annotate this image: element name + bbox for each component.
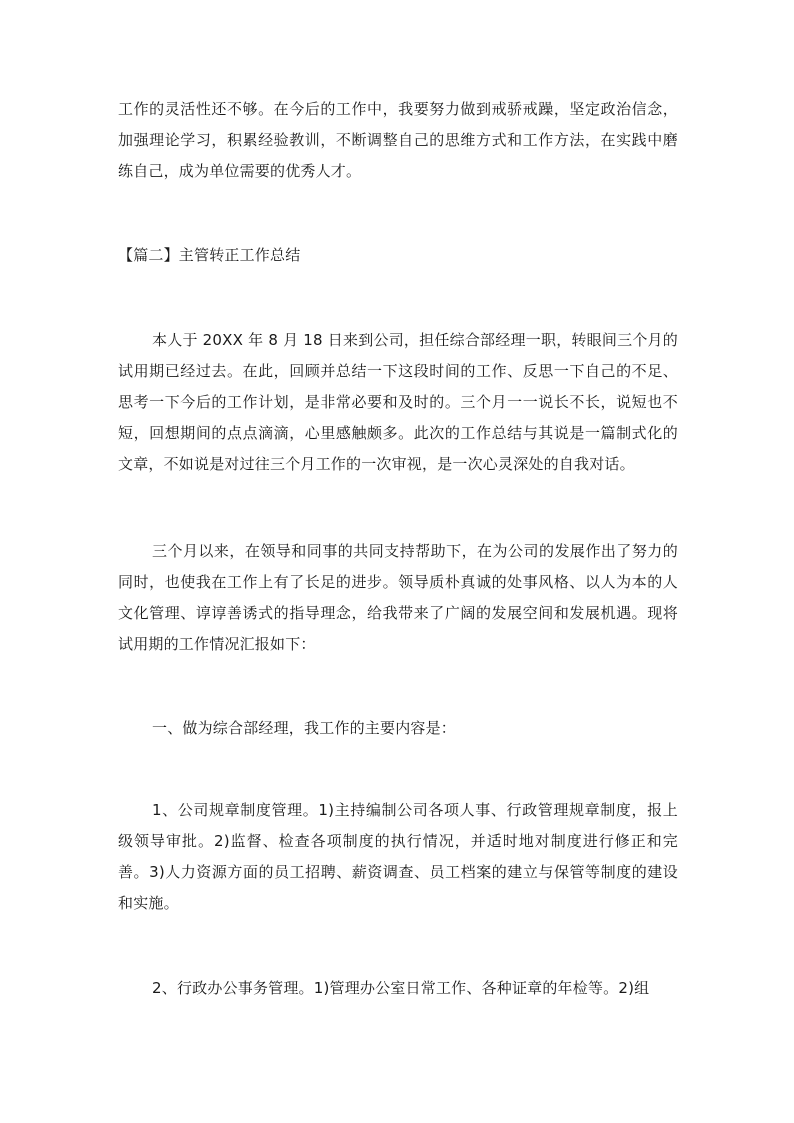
paragraph-intro: 本人于 20XX 年 8 月 18 日来到公司，担任综合部经理一职，转眼间三个月的试用期已经过去。在此，回顾并总结一下这段时间的工作、反思一下自己的不足、思考一下今后的工作计划，是非常必要和及时的。三个月一一说长不长，说短也不短，回想期间的点点滴滴，心里感触颇多。此次的工作总结与其说是一篇制式化的文章，不如说是对过往三个月工作的一次审视，是一次心灵深处的自我对话。 (118, 331, 678, 473)
paragraph-duty-2: 2、行政办公事务管理。1)管理办公室日常工作、各种证章的年检等。2)组 (152, 979, 650, 997)
paragraph-continuation: 工作的灵活性还不够。在今后的工作中，我要努力做到戒骄戒躁，坚定政治信念，加强理论学习，积累经验教训，不断调整自己的思维方式和工作方法，在实践中磨练自己，成为单位需要的优秀人才。 (118, 100, 678, 180)
paragraph-progress: 三个月以来，在领导和同事的共同支持帮助下，在为公司的发展作出了努力的同时，也使我在工作上有了长足的进步。领导质朴真诚的处事风格、以人为本的人文化管理、谆谆善诱式的指导理念，给我带来了广阔的发展空间和发展机遇。现将试用期的工作情况汇报如下： (118, 542, 678, 653)
paragraph-main-duties-heading: 一、做为综合部经理，我工作的主要内容是： (152, 719, 457, 737)
section-heading: 【篇二】主管转正工作总结 (118, 246, 301, 264)
paragraph-duty-1: 1、公司规章制度管理。1)主持编制公司各项人事、行政管理规章制度，报上级领导审批。2)监督、检查各项制度的执行情况，并适时地对制度进行修正和完善。3)人力资源方面的员工招聘、薪资调查、员工档案的建立与保管等制度的建设和实施。 (118, 801, 678, 912)
